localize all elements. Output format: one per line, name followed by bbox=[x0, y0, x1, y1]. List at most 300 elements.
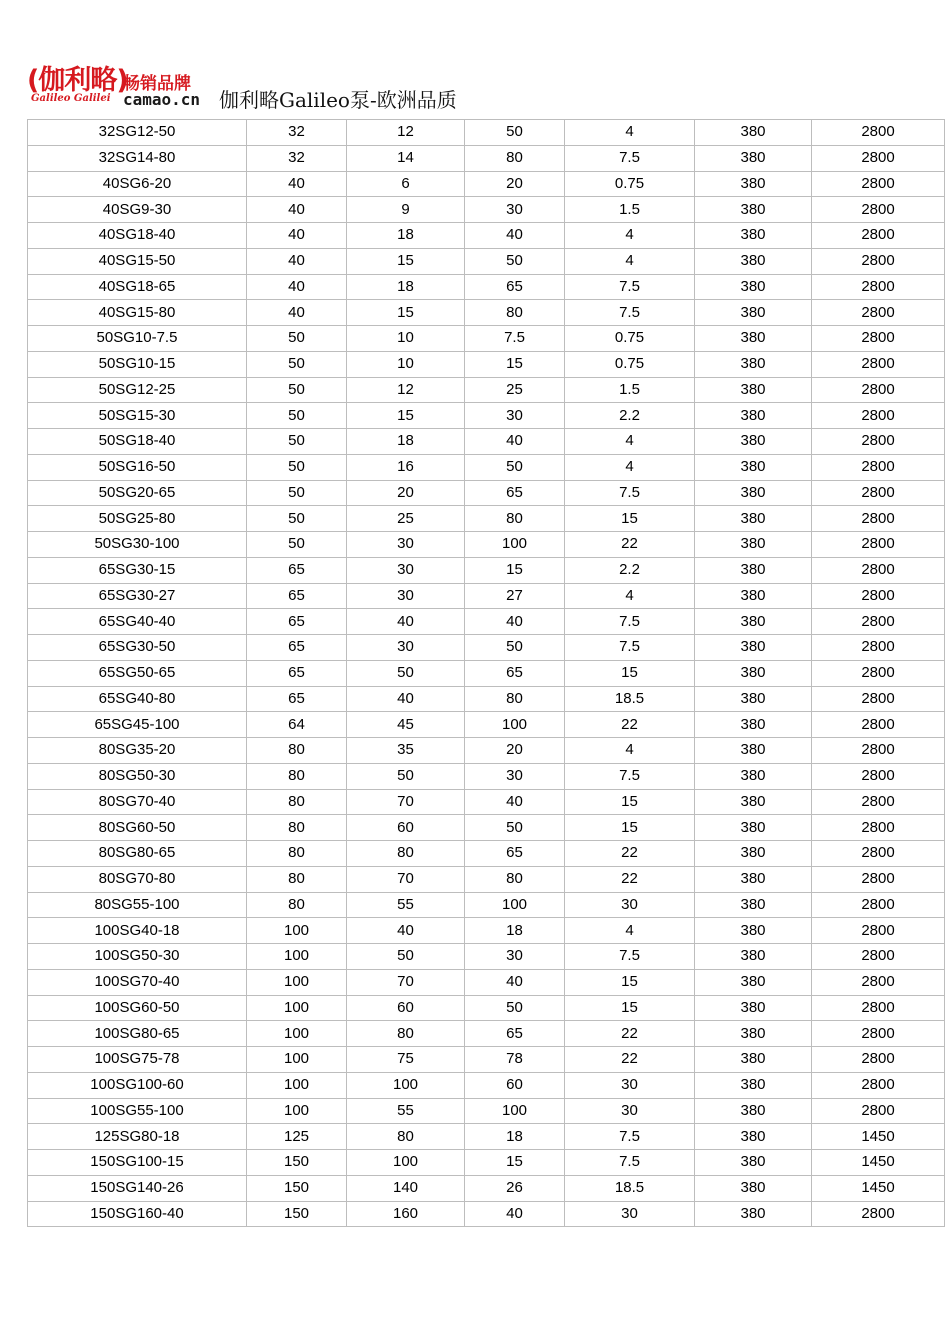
spec-cell: 2800 bbox=[812, 712, 945, 738]
spec-cell: 380 bbox=[695, 145, 812, 171]
spec-cell: 4 bbox=[565, 120, 695, 146]
spec-cell: 2800 bbox=[812, 1098, 945, 1124]
spec-cell: 32 bbox=[247, 145, 347, 171]
spec-cell: 30 bbox=[565, 892, 695, 918]
spec-cell: 100 bbox=[247, 995, 347, 1021]
spec-cell: 2800 bbox=[812, 686, 945, 712]
spec-cell: 100 bbox=[247, 1021, 347, 1047]
spec-cell: 7.5 bbox=[565, 145, 695, 171]
table-row bbox=[28, 660, 945, 686]
spec-cell: 380 bbox=[695, 1072, 812, 1098]
spec-cell: 25 bbox=[347, 506, 465, 532]
spec-cell: 380 bbox=[695, 300, 812, 326]
spec-cell: 150 bbox=[247, 1201, 347, 1227]
brand-domain: camao.cn bbox=[123, 90, 201, 109]
table-row bbox=[28, 351, 945, 377]
spec-cell: 4 bbox=[565, 429, 695, 455]
spec-cell: 80 bbox=[465, 866, 565, 892]
spec-cell: 40 bbox=[247, 171, 347, 197]
spec-cell: 20 bbox=[465, 738, 565, 764]
spec-cell: 45 bbox=[347, 712, 465, 738]
table-row bbox=[28, 815, 945, 841]
model-cell: 100SG60-50 bbox=[28, 995, 247, 1021]
model-cell: 80SG35-20 bbox=[28, 738, 247, 764]
model-cell: 32SG12-50 bbox=[28, 120, 247, 146]
spec-cell: 32 bbox=[247, 120, 347, 146]
spec-cell: 50 bbox=[247, 480, 347, 506]
model-cell: 100SG100-60 bbox=[28, 1072, 247, 1098]
table-row bbox=[28, 120, 945, 146]
spec-cell: 80 bbox=[465, 686, 565, 712]
model-cell: 32SG14-80 bbox=[28, 145, 247, 171]
table-row bbox=[28, 866, 945, 892]
page-header bbox=[27, 66, 627, 110]
spec-cell: 6 bbox=[347, 171, 465, 197]
spec-cell: 380 bbox=[695, 918, 812, 944]
table-row bbox=[28, 918, 945, 944]
spec-cell: 50 bbox=[247, 326, 347, 352]
table-row bbox=[28, 1150, 945, 1176]
model-cell: 40SG6-20 bbox=[28, 171, 247, 197]
spec-cell: 80 bbox=[347, 1021, 465, 1047]
spec-cell: 30 bbox=[565, 1072, 695, 1098]
spec-cell: 140 bbox=[347, 1175, 465, 1201]
spec-cell: 64 bbox=[247, 712, 347, 738]
spec-cell: 35 bbox=[347, 738, 465, 764]
spec-cell: 2800 bbox=[812, 429, 945, 455]
spec-cell: 15 bbox=[565, 789, 695, 815]
spec-cell: 50 bbox=[247, 506, 347, 532]
spec-cell: 65 bbox=[247, 609, 347, 635]
spec-cell: 15 bbox=[565, 969, 695, 995]
spec-cell: 380 bbox=[695, 1098, 812, 1124]
table-row bbox=[28, 944, 945, 970]
spec-cell: 4 bbox=[565, 738, 695, 764]
spec-cell: 65 bbox=[247, 686, 347, 712]
spec-cell: 7.5 bbox=[565, 274, 695, 300]
spec-cell: 7.5 bbox=[565, 1150, 695, 1176]
spec-cell: 4 bbox=[565, 248, 695, 274]
model-cell: 50SG25-80 bbox=[28, 506, 247, 532]
spec-cell: 22 bbox=[565, 712, 695, 738]
model-cell: 125SG80-18 bbox=[28, 1124, 247, 1150]
spec-cell: 22 bbox=[565, 866, 695, 892]
spec-cell: 100 bbox=[247, 944, 347, 970]
model-cell: 150SG100-15 bbox=[28, 1150, 247, 1176]
model-cell: 150SG140-26 bbox=[28, 1175, 247, 1201]
model-cell: 50SG10-7.5 bbox=[28, 326, 247, 352]
model-cell: 40SG9-30 bbox=[28, 197, 247, 223]
spec-cell: 80 bbox=[247, 815, 347, 841]
spec-cell: 50 bbox=[465, 120, 565, 146]
spec-cell: 80 bbox=[247, 841, 347, 867]
spec-cell: 2800 bbox=[812, 995, 945, 1021]
table-row bbox=[28, 1124, 945, 1150]
spec-cell: 100 bbox=[347, 1072, 465, 1098]
spec-cell: 4 bbox=[565, 583, 695, 609]
table-row bbox=[28, 1098, 945, 1124]
spec-cell: 380 bbox=[695, 120, 812, 146]
spec-cell: 30 bbox=[347, 583, 465, 609]
spec-cell: 50 bbox=[247, 403, 347, 429]
spec-cell: 50 bbox=[247, 377, 347, 403]
spec-cell: 40 bbox=[465, 609, 565, 635]
table-row bbox=[28, 635, 945, 661]
spec-cell: 40 bbox=[247, 248, 347, 274]
model-cell: 100SG50-30 bbox=[28, 944, 247, 970]
spec-cell: 40 bbox=[247, 274, 347, 300]
spec-cell: 65 bbox=[247, 660, 347, 686]
spec-cell: 380 bbox=[695, 995, 812, 1021]
spec-cell: 22 bbox=[565, 841, 695, 867]
spec-cell: 2800 bbox=[812, 841, 945, 867]
spec-cell: 380 bbox=[695, 454, 812, 480]
table-row bbox=[28, 145, 945, 171]
spec-cell: 2800 bbox=[812, 789, 945, 815]
model-cell: 65SG40-40 bbox=[28, 609, 247, 635]
table-row bbox=[28, 995, 945, 1021]
spec-cell: 16 bbox=[347, 454, 465, 480]
spec-cell: 10 bbox=[347, 351, 465, 377]
spec-cell: 380 bbox=[695, 1201, 812, 1227]
model-cell: 50SG20-65 bbox=[28, 480, 247, 506]
spec-cell: 55 bbox=[347, 1098, 465, 1124]
spec-cell: 30 bbox=[347, 532, 465, 558]
spec-cell: 65 bbox=[247, 557, 347, 583]
spec-cell: 70 bbox=[347, 789, 465, 815]
spec-cell: 80 bbox=[247, 892, 347, 918]
table-row bbox=[28, 892, 945, 918]
spec-cell: 380 bbox=[695, 197, 812, 223]
spec-cell: 65 bbox=[465, 1021, 565, 1047]
spec-cell: 2800 bbox=[812, 351, 945, 377]
spec-cell: 22 bbox=[565, 532, 695, 558]
spec-cell: 2800 bbox=[812, 815, 945, 841]
model-cell: 100SG40-18 bbox=[28, 918, 247, 944]
spec-cell: 9 bbox=[347, 197, 465, 223]
spec-cell: 10 bbox=[347, 326, 465, 352]
spec-cell: 80 bbox=[347, 1124, 465, 1150]
spec-cell: 18 bbox=[465, 918, 565, 944]
table-row bbox=[28, 738, 945, 764]
spec-cell: 30 bbox=[565, 1098, 695, 1124]
spec-cell: 15 bbox=[565, 506, 695, 532]
spec-cell: 14 bbox=[347, 145, 465, 171]
spec-cell: 100 bbox=[465, 712, 565, 738]
spec-cell: 2800 bbox=[812, 1021, 945, 1047]
model-cell: 40SG15-50 bbox=[28, 248, 247, 274]
spec-cell: 55 bbox=[347, 892, 465, 918]
spec-cell: 100 bbox=[247, 918, 347, 944]
spec-cell: 18 bbox=[347, 429, 465, 455]
model-cell: 100SG55-100 bbox=[28, 1098, 247, 1124]
table-row bbox=[28, 1201, 945, 1227]
table-row bbox=[28, 609, 945, 635]
spec-cell: 65 bbox=[247, 635, 347, 661]
table-row bbox=[28, 583, 945, 609]
spec-cell: 100 bbox=[247, 1072, 347, 1098]
table-row bbox=[28, 248, 945, 274]
spec-cell: 80 bbox=[465, 145, 565, 171]
spec-cell: 380 bbox=[695, 1175, 812, 1201]
spec-cell: 0.75 bbox=[565, 326, 695, 352]
spec-cell: 4 bbox=[565, 223, 695, 249]
table-row bbox=[28, 429, 945, 455]
spec-cell: 20 bbox=[347, 480, 465, 506]
spec-cell: 65 bbox=[465, 660, 565, 686]
table-row bbox=[28, 197, 945, 223]
spec-cell: 22 bbox=[565, 1021, 695, 1047]
model-cell: 80SG60-50 bbox=[28, 815, 247, 841]
table-row bbox=[28, 480, 945, 506]
spec-cell: 380 bbox=[695, 841, 812, 867]
spec-cell: 2800 bbox=[812, 635, 945, 661]
table-row bbox=[28, 171, 945, 197]
model-cell: 65SG40-80 bbox=[28, 686, 247, 712]
spec-cell: 380 bbox=[695, 532, 812, 558]
spec-cell: 80 bbox=[465, 300, 565, 326]
spec-cell: 40 bbox=[347, 686, 465, 712]
model-cell: 40SG18-65 bbox=[28, 274, 247, 300]
spec-cell: 2800 bbox=[812, 557, 945, 583]
spec-cell: 100 bbox=[465, 1098, 565, 1124]
spec-cell: 40 bbox=[465, 223, 565, 249]
spec-cell: 100 bbox=[247, 1047, 347, 1073]
spec-cell: 2800 bbox=[812, 1201, 945, 1227]
spec-cell: 2800 bbox=[812, 274, 945, 300]
spec-cell: 80 bbox=[247, 738, 347, 764]
spec-cell: 30 bbox=[465, 763, 565, 789]
spec-cell: 160 bbox=[347, 1201, 465, 1227]
spec-cell: 30 bbox=[347, 557, 465, 583]
spec-cell: 25 bbox=[465, 377, 565, 403]
model-cell: 65SG30-27 bbox=[28, 583, 247, 609]
spec-cell: 7.5 bbox=[565, 635, 695, 661]
spec-cell: 100 bbox=[247, 1098, 347, 1124]
spec-cell: 18 bbox=[465, 1124, 565, 1150]
table-row bbox=[28, 1072, 945, 1098]
spec-cell: 380 bbox=[695, 1124, 812, 1150]
model-cell: 80SG80-65 bbox=[28, 841, 247, 867]
spec-cell: 0.75 bbox=[565, 351, 695, 377]
spec-cell: 60 bbox=[347, 815, 465, 841]
spec-cell: 7.5 bbox=[565, 609, 695, 635]
spec-cell: 50 bbox=[247, 429, 347, 455]
spec-cell: 380 bbox=[695, 248, 812, 274]
spec-cell: 380 bbox=[695, 660, 812, 686]
spec-cell: 100 bbox=[347, 1150, 465, 1176]
model-cell: 100SG70-40 bbox=[28, 969, 247, 995]
spec-cell: 60 bbox=[465, 1072, 565, 1098]
spec-cell: 27 bbox=[465, 583, 565, 609]
spec-cell: 380 bbox=[695, 351, 812, 377]
table-row bbox=[28, 454, 945, 480]
spec-cell: 80 bbox=[347, 841, 465, 867]
model-cell: 50SG16-50 bbox=[28, 454, 247, 480]
table-row bbox=[28, 712, 945, 738]
spec-cell: 15 bbox=[347, 403, 465, 429]
spec-cell: 80 bbox=[247, 866, 347, 892]
table-row bbox=[28, 789, 945, 815]
table-row bbox=[28, 686, 945, 712]
spec-cell: 50 bbox=[465, 454, 565, 480]
spec-cell: 2800 bbox=[812, 120, 945, 146]
spec-cell: 12 bbox=[347, 120, 465, 146]
spec-cell: 2800 bbox=[812, 944, 945, 970]
spec-cell: 18 bbox=[347, 223, 465, 249]
spec-cell: 2800 bbox=[812, 866, 945, 892]
spec-cell: 2800 bbox=[812, 300, 945, 326]
spec-cell: 50 bbox=[465, 248, 565, 274]
spec-cell: 78 bbox=[465, 1047, 565, 1073]
table-row bbox=[28, 223, 945, 249]
table-row bbox=[28, 274, 945, 300]
spec-cell: 2.2 bbox=[565, 557, 695, 583]
spec-cell: 30 bbox=[465, 403, 565, 429]
table-row bbox=[28, 506, 945, 532]
spec-cell: 1450 bbox=[812, 1150, 945, 1176]
spec-cell: 380 bbox=[695, 274, 812, 300]
spec-cell: 50 bbox=[247, 532, 347, 558]
spec-cell: 30 bbox=[465, 944, 565, 970]
spec-cell: 2800 bbox=[812, 583, 945, 609]
table-row bbox=[28, 403, 945, 429]
spec-cell: 2800 bbox=[812, 506, 945, 532]
spec-cell: 70 bbox=[347, 866, 465, 892]
table-row bbox=[28, 300, 945, 326]
model-cell: 50SG15-30 bbox=[28, 403, 247, 429]
spec-cell: 380 bbox=[695, 635, 812, 661]
model-cell: 65SG30-50 bbox=[28, 635, 247, 661]
model-cell: 150SG160-40 bbox=[28, 1201, 247, 1227]
spec-cell: 18 bbox=[347, 274, 465, 300]
spec-cell: 2800 bbox=[812, 326, 945, 352]
spec-cell: 7.5 bbox=[565, 300, 695, 326]
spec-cell: 2800 bbox=[812, 454, 945, 480]
spec-cell: 2800 bbox=[812, 480, 945, 506]
spec-cell: 80 bbox=[465, 506, 565, 532]
spec-cell: 30 bbox=[465, 197, 565, 223]
pump-spec-table bbox=[27, 119, 945, 1227]
spec-cell: 2800 bbox=[812, 223, 945, 249]
model-cell: 50SG18-40 bbox=[28, 429, 247, 455]
spec-cell: 7.5 bbox=[565, 763, 695, 789]
brand-logo: (伽利略) bbox=[27, 65, 128, 96]
spec-cell: 125 bbox=[247, 1124, 347, 1150]
spec-cell: 2800 bbox=[812, 377, 945, 403]
brand-tagline: 畅销品牌 bbox=[123, 74, 191, 94]
spec-cell: 18.5 bbox=[565, 1175, 695, 1201]
spec-cell: 380 bbox=[695, 789, 812, 815]
spec-cell: 15 bbox=[465, 1150, 565, 1176]
spec-cell: 2800 bbox=[812, 403, 945, 429]
spec-cell: 18.5 bbox=[565, 686, 695, 712]
table-row bbox=[28, 969, 945, 995]
model-cell: 65SG30-15 bbox=[28, 557, 247, 583]
spec-cell: 15 bbox=[565, 995, 695, 1021]
spec-cell: 65 bbox=[247, 583, 347, 609]
spec-cell: 65 bbox=[465, 841, 565, 867]
spec-cell: 2800 bbox=[812, 1047, 945, 1073]
brand-logo-latin: Galileo Galilei bbox=[31, 93, 111, 104]
spec-cell: 15 bbox=[347, 300, 465, 326]
spec-cell: 380 bbox=[695, 583, 812, 609]
spec-cell: 380 bbox=[695, 944, 812, 970]
spec-cell: 380 bbox=[695, 557, 812, 583]
model-cell: 50SG30-100 bbox=[28, 532, 247, 558]
spec-cell: 80 bbox=[247, 763, 347, 789]
spec-cell: 50 bbox=[347, 763, 465, 789]
spec-cell: 380 bbox=[695, 763, 812, 789]
spec-cell: 2800 bbox=[812, 197, 945, 223]
spec-cell: 2800 bbox=[812, 660, 945, 686]
spec-cell: 26 bbox=[465, 1175, 565, 1201]
spec-cell: 15 bbox=[465, 351, 565, 377]
spec-cell: 40 bbox=[465, 789, 565, 815]
spec-cell: 380 bbox=[695, 686, 812, 712]
spec-cell: 380 bbox=[695, 506, 812, 532]
spec-cell: 50 bbox=[247, 454, 347, 480]
spec-cell: 2800 bbox=[812, 609, 945, 635]
table-row bbox=[28, 1175, 945, 1201]
spec-cell: 50 bbox=[347, 660, 465, 686]
spec-cell: 150 bbox=[247, 1175, 347, 1201]
spec-cell: 1.5 bbox=[565, 197, 695, 223]
spec-cell: 380 bbox=[695, 609, 812, 635]
model-cell: 40SG18-40 bbox=[28, 223, 247, 249]
spec-cell: 50 bbox=[347, 944, 465, 970]
spec-cell: 30 bbox=[565, 1201, 695, 1227]
spec-cell: 2800 bbox=[812, 248, 945, 274]
spec-cell: 380 bbox=[695, 738, 812, 764]
spec-cell: 70 bbox=[347, 969, 465, 995]
spec-cell: 380 bbox=[695, 429, 812, 455]
model-cell: 80SG70-40 bbox=[28, 789, 247, 815]
spec-cell: 380 bbox=[695, 223, 812, 249]
spec-cell: 2800 bbox=[812, 892, 945, 918]
spec-cell: 380 bbox=[695, 377, 812, 403]
spec-cell: 2800 bbox=[812, 171, 945, 197]
spec-cell: 7.5 bbox=[565, 1124, 695, 1150]
spec-cell: 2800 bbox=[812, 145, 945, 171]
spec-cell: 2800 bbox=[812, 969, 945, 995]
spec-cell: 30 bbox=[347, 635, 465, 661]
model-cell: 100SG80-65 bbox=[28, 1021, 247, 1047]
spec-cell: 7.5 bbox=[565, 480, 695, 506]
spec-cell: 380 bbox=[695, 712, 812, 738]
model-cell: 65SG45-100 bbox=[28, 712, 247, 738]
spec-cell: 0.75 bbox=[565, 171, 695, 197]
spec-cell: 40 bbox=[347, 609, 465, 635]
spec-cell: 60 bbox=[347, 995, 465, 1021]
spec-cell: 150 bbox=[247, 1150, 347, 1176]
table-row bbox=[28, 763, 945, 789]
spec-cell: 1.5 bbox=[565, 377, 695, 403]
spec-cell: 40 bbox=[465, 969, 565, 995]
spec-cell: 15 bbox=[565, 660, 695, 686]
spec-cell: 22 bbox=[565, 1047, 695, 1073]
table-row bbox=[28, 841, 945, 867]
spec-cell: 2800 bbox=[812, 532, 945, 558]
model-cell: 80SG50-30 bbox=[28, 763, 247, 789]
model-cell: 50SG12-25 bbox=[28, 377, 247, 403]
spec-cell: 380 bbox=[695, 403, 812, 429]
spec-cell: 50 bbox=[465, 995, 565, 1021]
spec-cell: 100 bbox=[465, 892, 565, 918]
spec-cell: 380 bbox=[695, 1021, 812, 1047]
spec-cell: 15 bbox=[347, 248, 465, 274]
spec-cell: 1450 bbox=[812, 1124, 945, 1150]
